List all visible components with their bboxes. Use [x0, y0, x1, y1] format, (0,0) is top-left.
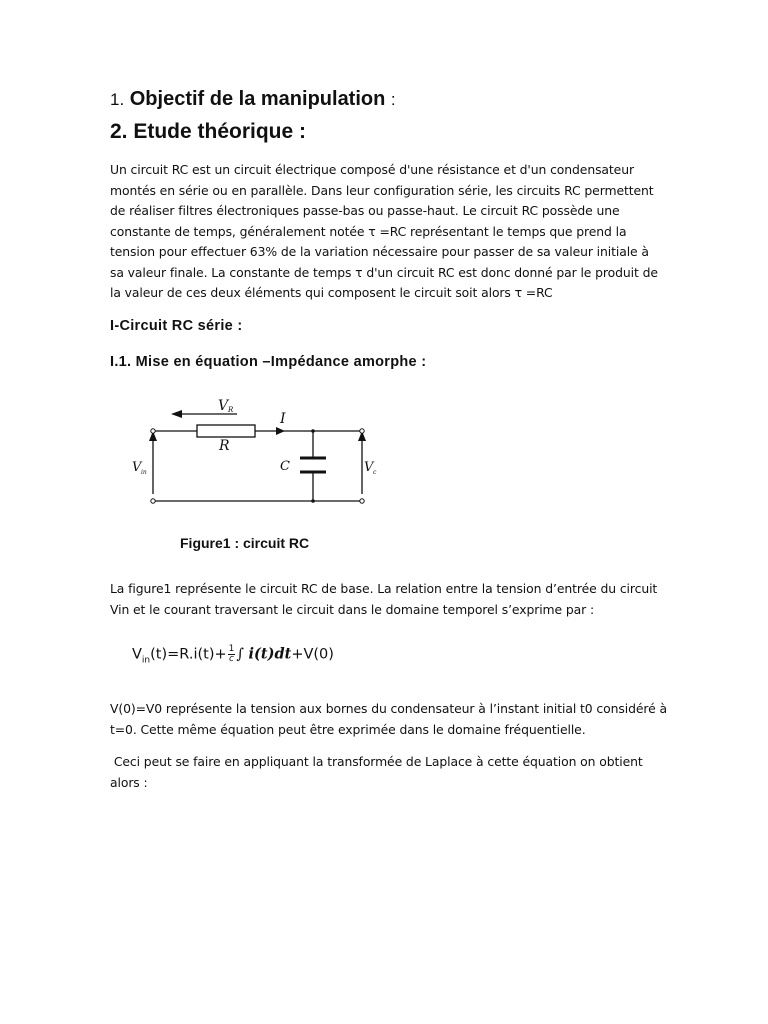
label-capacitor: C	[280, 459, 290, 474]
eq-frac-num: 1	[228, 644, 235, 654]
heading-colon: :	[390, 90, 396, 109]
resistor-symbol	[197, 425, 255, 437]
eq-integral: ∫	[236, 646, 244, 663]
label-vin: V	[132, 460, 142, 475]
text-line: t=0. Cette même équation peut être exprimée dans le domaine fréquentielle.	[110, 721, 586, 737]
text-line: de réaliser filtres électroniques passe-bas ou passe-haut. Le circuit RC possède une	[110, 203, 620, 218]
label-vc-sub: c	[373, 469, 377, 476]
text-line: La figure1 représente le circuit RC de base. La relation entre la tension d’entrée du circuit	[110, 581, 658, 596]
text-line: Vin et le courant traversant le circuit dans le domaine temporel s’exprime par :	[110, 601, 595, 617]
heading-objectif	[110, 88, 396, 111]
label-vr-sub: R	[228, 406, 234, 414]
text-line: sa valeur finale. La constante de temps τ d'un circuit RC est donc donné par le produit de	[110, 264, 658, 280]
rc-circuit-diagram	[125, 392, 385, 517]
junction-top	[311, 429, 315, 433]
laplace-paragraph	[110, 752, 685, 793]
figure-description-paragraph	[110, 579, 685, 620]
initial-condition-paragraph	[110, 699, 685, 740]
eq-integrand: i(t)dt	[248, 645, 292, 663]
terminal-bottom-left	[151, 499, 155, 503]
label-resistor: R	[219, 438, 230, 454]
label-vin-sub: in	[141, 469, 147, 476]
text-line: montés en série ou en parallèle. Dans leur configuration série, les circuits RC permettent	[110, 182, 654, 198]
eq-left: V	[132, 646, 142, 663]
current-arrow-head	[276, 427, 285, 435]
label-vr: V	[218, 398, 229, 414]
eq-right: +V(0)	[291, 646, 334, 663]
text-line: Ceci peut se faire en appliquant la transformée de Laplace à cette équation on obtient	[110, 754, 643, 769]
text-line: constante de temps, généralement notée τ =RC représentant le temps que prend la	[110, 223, 627, 239]
text-line: V(0)=V0 représente la tension aux bornes du condensateur à l’instant initial t0 considéré à	[110, 701, 667, 716]
text-line: la valeur de ces deux éléments qui composent le circuit soit alors τ =RC	[110, 285, 553, 300]
figure-caption: Figure1 : circuit RC	[180, 535, 310, 551]
eq-fraction	[228, 645, 236, 664]
time-domain-equation	[132, 645, 334, 665]
label-vc: V	[364, 460, 374, 475]
heading-etude-theorique: 2. Etude théorique :	[110, 120, 307, 143]
terminal-bottom-right	[360, 499, 364, 503]
eq-left-sub: in	[141, 655, 151, 666]
junction-bottom	[311, 499, 315, 503]
vr-arrow-head	[171, 410, 182, 418]
section-heading-circuit-rc-serie: I-Circuit RC série :	[110, 318, 243, 334]
section-heading-mise-en-equation: I.1. Mise en équation –Impédance amorphe :	[110, 354, 427, 370]
eq-middle: (t)=R.i(t)+	[150, 646, 227, 663]
eq-frac-den: c	[229, 654, 234, 664]
heading-number: 1.	[110, 90, 125, 109]
intro-paragraph	[110, 160, 685, 304]
heading-title: Objectif de la manipulation	[129, 88, 386, 110]
text-line: tension pour effectuer 63% de la variation nécessaire pour passer de sa valeur initiale à	[110, 244, 649, 259]
text-line: alors :	[110, 774, 148, 790]
terminal-top-left	[151, 429, 155, 433]
label-current: I	[280, 411, 286, 427]
terminal-top-right	[360, 429, 364, 433]
text-line: Un circuit RC est un circuit électrique composé d'une résistance et d'un condensateur	[110, 162, 634, 177]
